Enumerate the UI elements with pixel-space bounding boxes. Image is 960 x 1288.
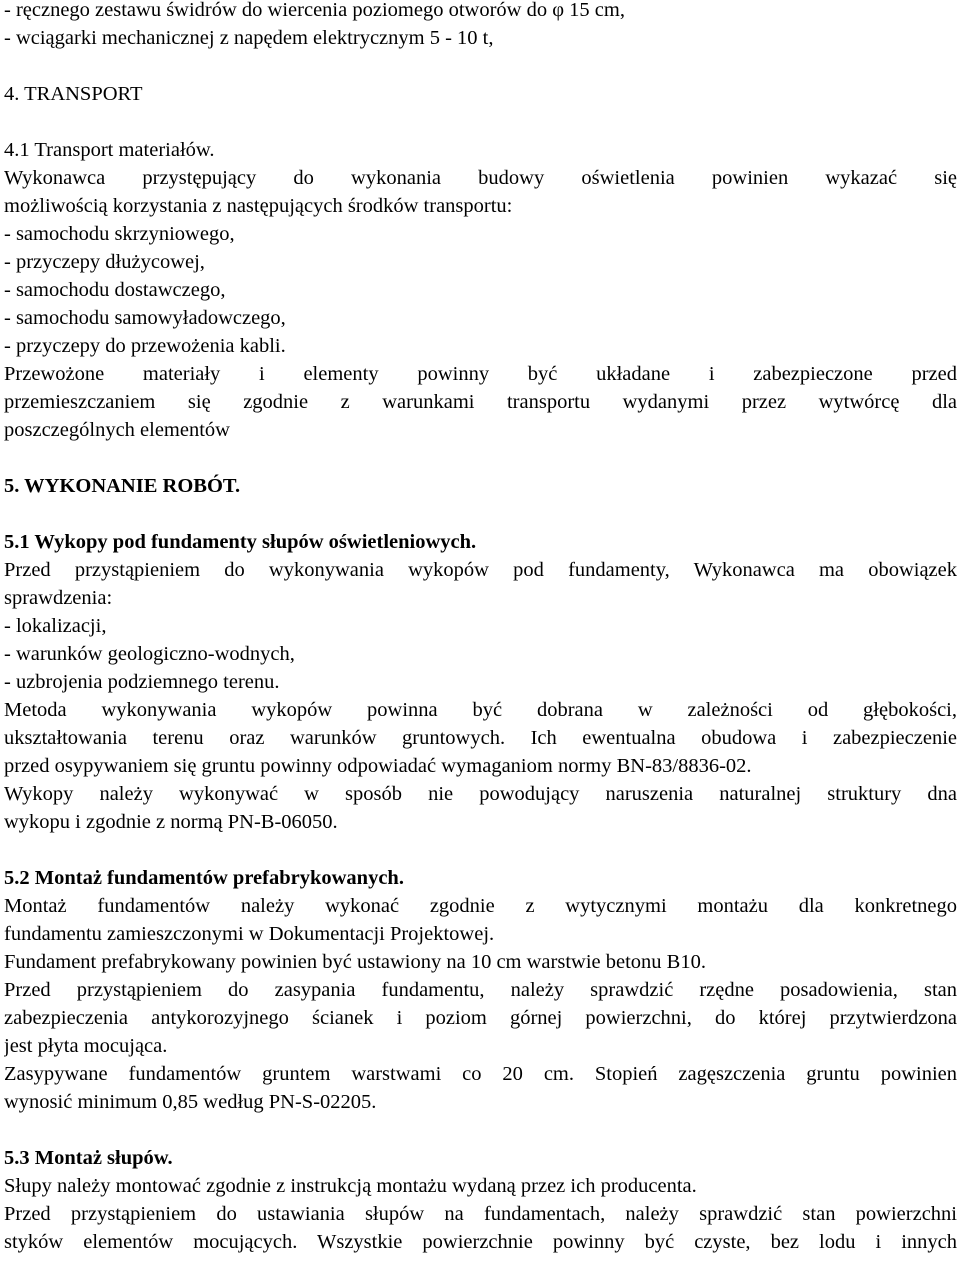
text-line: styków elementów mocujących. Wszystkie powierzchnie powinny być czyste, bez lodu i innych bbox=[4, 1231, 957, 1253]
text-line: - samochodu skrzyniowego, bbox=[4, 223, 235, 245]
section-heading: 5.1 Wykopy pod fundamenty słupów oświetleniowych. bbox=[4, 531, 477, 553]
text-line: - ręcznego zestawu świdrów do wiercenia poziomego otworów do φ 15 cm, bbox=[4, 0, 625, 21]
text-line: Przed przystąpieniem do wykonywania wykopów pod fundamenty, Wykonawca ma obowiązek bbox=[4, 559, 957, 581]
text-line: fundamentu zamieszczonymi w Dokumentacji Projektowej. bbox=[4, 923, 495, 945]
section-heading: 5. WYKONANIE ROBÓT. bbox=[4, 475, 241, 497]
text-line: Przewożone materiały i elementy powinny być układane i zabezpieczone przed bbox=[4, 363, 957, 385]
blank-line bbox=[4, 836, 957, 864]
text-line: Fundament prefabrykowany powinien być ustawiony na 10 cm warstwie betonu B10. bbox=[4, 951, 706, 973]
text-line: przemieszczaniem się zgodnie z warunkami transportu wydanymi przez wytwórcę dla bbox=[4, 391, 957, 413]
text-line: Metoda wykonywania wykopów powinna być dobrana w zależności od głębokości, bbox=[4, 699, 957, 721]
text-line: Przed przystąpieniem do ustawiania słupów na fundamentach, należy sprawdzić stan powierzchni bbox=[4, 1203, 957, 1225]
text-line: poszczególnych elementów bbox=[4, 419, 230, 441]
text-line: - lokalizacji, bbox=[4, 615, 107, 637]
text-line: 4. TRANSPORT bbox=[4, 83, 143, 105]
text-line: ukształtowania terenu oraz warunków gruntowych. Ich ewentualna obudowa i zabezpieczenie bbox=[4, 727, 957, 749]
text-line: Słupy należy montować zgodnie z instrukcją montażu wydaną przez ich producenta. bbox=[4, 1175, 697, 1197]
text-line: - przyczepy do przewożenia kabli. bbox=[4, 335, 286, 357]
blank-line bbox=[4, 1116, 957, 1144]
blank-line bbox=[4, 500, 957, 528]
text-line: sprawdzenia: bbox=[4, 587, 113, 609]
text-line: jest płyta mocująca. bbox=[4, 1035, 168, 1057]
text-line: - przyczepy dłużycowej, bbox=[4, 251, 205, 273]
text-line: - samochodu samowyładowczego, bbox=[4, 307, 286, 329]
text-line: przed osypywaniem się gruntu powinny odpowiadać wymaganiom normy BN-83/8836-02. bbox=[4, 755, 752, 777]
text-line: - warunków geologiczno-wodnych, bbox=[4, 643, 295, 665]
section-heading: 5.3 Montaż słupów. bbox=[4, 1147, 173, 1169]
blank-line bbox=[4, 444, 957, 472]
text-line: - samochodu dostawczego, bbox=[4, 279, 226, 301]
blank-line bbox=[4, 108, 957, 136]
text-line: możliwością korzystania z następujących środków transportu: bbox=[4, 195, 513, 217]
text-line: wykopu i zgodnie z normą PN-B-06050. bbox=[4, 811, 338, 833]
text-line: Wykonawca przystępujący do wykonania budowy oświetlenia powinien wykazać się bbox=[4, 167, 957, 189]
text-line: Przed przystąpieniem do zasypania fundamentu, należy sprawdzić rzędne posadowienia, stan bbox=[4, 979, 957, 1001]
text-line: 4.1 Transport materiałów. bbox=[4, 139, 215, 161]
text-line: - uzbrojenia podziemnego terenu. bbox=[4, 671, 280, 693]
document-page bbox=[4, 0, 957, 1256]
text-line: Zasypywane fundamentów gruntem warstwami co 20 cm. Stopień zagęszczenia gruntu powinien bbox=[4, 1063, 957, 1085]
text-line: - wciągarki mechanicznej z napędem elektrycznym 5 - 10 t, bbox=[4, 27, 494, 49]
blank-line bbox=[4, 52, 957, 80]
text-line: Wykopy należy wykonywać w sposób nie powodujący naruszenia naturalnej struktury dna bbox=[4, 783, 957, 805]
text-line: wynosić minimum 0,85 według PN-S-02205. bbox=[4, 1091, 377, 1113]
section-heading: 5.2 Montaż fundamentów prefabrykowanych. bbox=[4, 867, 404, 889]
text-line: Montaż fundamentów należy wykonać zgodnie z wytycznymi montażu dla konkretnego bbox=[4, 895, 957, 917]
text-line: zabezpieczenia antykorozyjnego ścianek i poziom górnej powierzchni, do której przytwierdzona bbox=[4, 1007, 957, 1029]
